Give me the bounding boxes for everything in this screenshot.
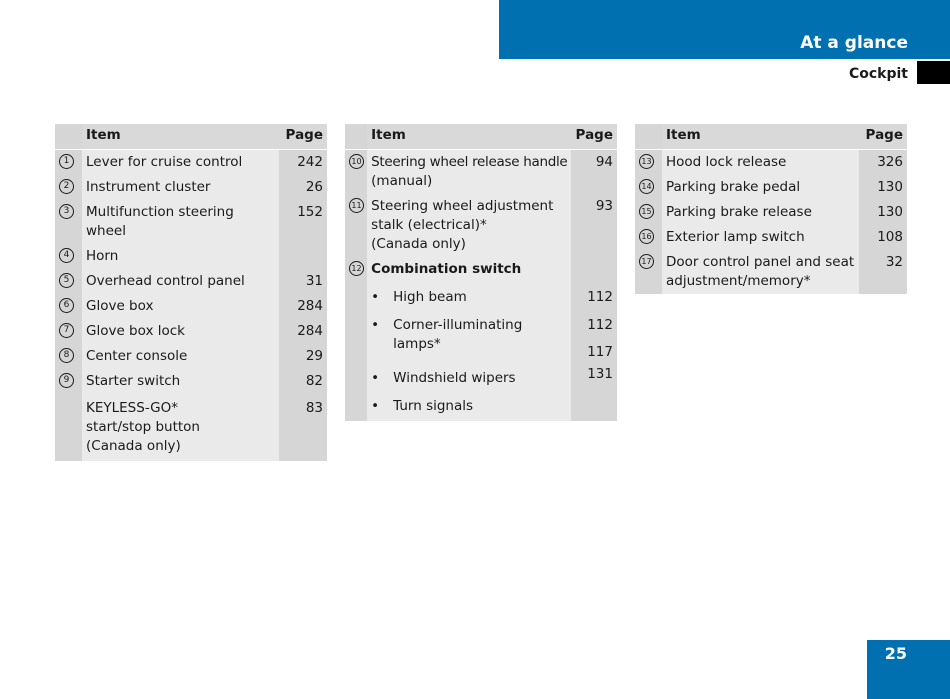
callout-number: 6	[59, 298, 74, 313]
table-row	[55, 244, 327, 269]
page-ref	[571, 257, 617, 282]
table-row	[55, 269, 327, 294]
table-row	[345, 150, 617, 195]
table-row	[635, 250, 907, 294]
cockpit-table-3	[635, 124, 907, 294]
callout-number: 10	[349, 154, 364, 169]
col-page-header: Page	[571, 124, 617, 150]
item-label: Parking brake release	[662, 200, 859, 225]
col-item-header: Item	[82, 124, 279, 150]
page-ref: 112	[571, 282, 617, 312]
callout-number: 3	[59, 204, 74, 219]
table-row	[55, 150, 327, 176]
callout-number: 16	[639, 229, 654, 244]
callout-number: 9	[59, 373, 74, 388]
section-title: At a glance	[800, 33, 908, 53]
page-ref: 130	[859, 175, 907, 200]
page-ref: 94	[571, 150, 617, 195]
col-page-header: Page	[279, 124, 327, 150]
bullet-row	[345, 365, 617, 393]
page-number-tab	[867, 640, 950, 699]
table-row	[345, 194, 617, 257]
table-row	[635, 150, 907, 176]
page-ref: 29	[279, 344, 327, 369]
table-row	[55, 200, 327, 244]
page-number: 25	[884, 644, 907, 663]
bullet-row	[345, 282, 617, 312]
page-ref: 26	[279, 175, 327, 200]
callout-number: 17	[639, 254, 654, 269]
bullet-item: • Corner-illuminating lamps*	[367, 312, 571, 365]
item-label: Steering wheel release handle (manual)	[367, 150, 571, 195]
page-ref: 82	[279, 369, 327, 394]
page-ref: 93	[571, 194, 617, 257]
item-label: Combination switch	[367, 257, 571, 282]
table-row	[635, 175, 907, 200]
col-item-header: Item	[367, 124, 571, 150]
item-label: Parking brake pedal	[662, 175, 859, 200]
item-label: Instrument cluster	[82, 175, 279, 200]
page-ref: 152	[279, 200, 327, 244]
page-ref: 31	[279, 269, 327, 294]
table-row	[55, 344, 327, 369]
page-ref: 108	[859, 225, 907, 250]
table-row	[635, 225, 907, 250]
bullet-item: • Turn signals	[367, 393, 571, 421]
table-row	[345, 257, 617, 282]
table-row	[55, 294, 327, 319]
page-ref: 284	[279, 294, 327, 319]
callout-number: 15	[639, 204, 654, 219]
item-label: Door control panel and seat adjustment/memory*	[662, 250, 859, 294]
page-ref: 112 117	[571, 312, 617, 365]
callout-number: 11	[349, 198, 364, 213]
col-page-header: Page	[859, 124, 907, 150]
callout-number: 12	[349, 261, 364, 276]
table-header	[345, 124, 617, 150]
item-label: Lever for cruise control	[82, 150, 279, 176]
table-header	[635, 124, 907, 150]
page-ref: 284	[279, 319, 327, 344]
page-ref: 242	[279, 150, 327, 176]
table-row	[55, 175, 327, 200]
page-ref: 32	[859, 250, 907, 294]
item-label: Steering wheel adjustment stalk (electrical)* (Canada only)	[367, 194, 571, 257]
item-label: Glove box	[82, 294, 279, 319]
section-tab-marker	[917, 61, 950, 84]
callout-number: 13	[639, 154, 654, 169]
bullet-row	[345, 393, 617, 421]
item-label: Horn	[82, 244, 279, 269]
cockpit-table-1	[55, 124, 327, 461]
page-ref: 83	[279, 394, 327, 461]
table-row	[55, 319, 327, 344]
item-label: Hood lock release	[662, 150, 859, 176]
bullet-item: • Windshield wipers	[367, 365, 571, 393]
col-item-header: Item	[662, 124, 859, 150]
subsection-title: Cockpit	[848, 66, 908, 82]
item-label: Starter switch	[82, 369, 279, 394]
page-ref: 326	[859, 150, 907, 176]
callout-number: 1	[59, 154, 74, 169]
table-row	[635, 200, 907, 225]
table-row	[55, 394, 327, 461]
callout-number: 8	[59, 348, 74, 363]
callout-number: 5	[59, 273, 74, 288]
item-label: Exterior lamp switch	[662, 225, 859, 250]
callout-number: 7	[59, 323, 74, 338]
item-label: Glove box lock	[82, 319, 279, 344]
callout-number: 2	[59, 179, 74, 194]
item-label: Overhead control panel	[82, 269, 279, 294]
table-header	[55, 124, 327, 150]
page-ref: 130	[859, 200, 907, 225]
item-label: Multifunction steering wheel	[82, 200, 279, 244]
bullet-row	[345, 312, 617, 365]
page-ref	[279, 244, 327, 269]
callout-number: 14	[639, 179, 654, 194]
callout-number: 4	[59, 248, 74, 263]
page-ref: 131	[571, 365, 617, 393]
item-label: KEYLESS-GO* start/stop button (Canada only)	[82, 394, 279, 461]
table-row	[55, 369, 327, 394]
item-label: Center console	[82, 344, 279, 369]
bullet-item: • High beam	[367, 282, 571, 312]
cockpit-table-2	[345, 124, 617, 421]
